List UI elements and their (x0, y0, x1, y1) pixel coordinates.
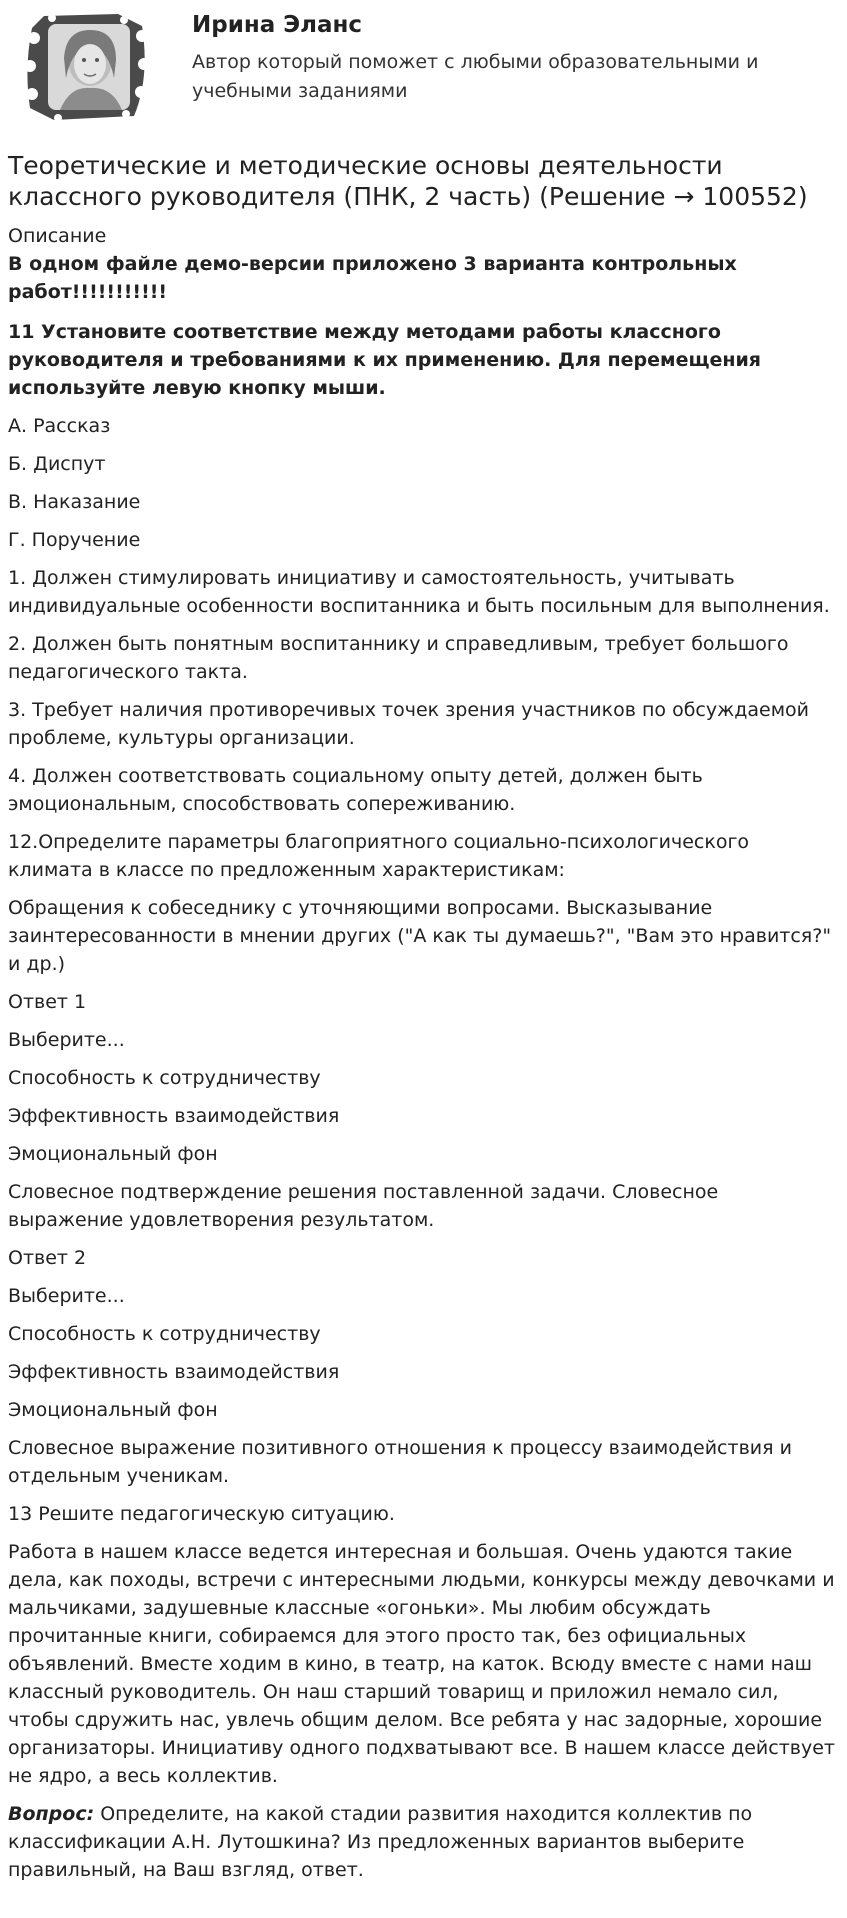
question-label: Вопрос: (8, 1803, 95, 1825)
q12-item-1: Обращения к собеседнику с уточняющими вопросами. Высказывание заинтересованности в мнении других ("А как ты думаешь?", "Вам это нравится?" и др.) (8, 897, 832, 975)
requirement-item: 1. Должен стимулировать инициативу и самостоятельность, учитывать индивидуальные особенности воспитанника и быть посильным для выполнения. (8, 567, 830, 617)
answer-1-option[interactable]: Выберите... (8, 1029, 125, 1051)
page-title: Теоретические и методические основы деятельности классного руководителя (ПНК, 2 часть) (Решение → 100552) (8, 151, 808, 211)
method-option: Б. Диспут (8, 453, 106, 475)
answer-2-label: Ответ 2 (8, 1247, 87, 1269)
description-label: Описание (8, 225, 107, 247)
method-option: В. Наказание (8, 491, 141, 513)
author-avatar[interactable] (14, 8, 160, 126)
answer-1-option[interactable]: Эмоциональный фон (8, 1143, 218, 1165)
situation-text: Работа в нашем классе ведется интересная и большая. Очень удаются такие дела, как походы, встречи с интересными людьми, конкурсы между девочками и мальчиками, задушевные классные «огоньки». Мы любим обсуждать прочитанные книги, собираемся для этого просто так, без официальных объявлений. Вместе ходим в кино, в театр, на каток. Всюду вместе с нами наш классный руководитель. Он наш старший товарищ и приложил немало сил, чтобы сдружить нас, увлечь общим делом. Все ребята у нас задорные, хорошие организаторы. Инициативу одного подхватывают все. В нашем классе действует не ядро, а весь коллектив. (8, 1541, 835, 1787)
method-option: Г. Поручение (8, 529, 141, 551)
method-option: А. Рассказ (8, 415, 111, 437)
answer-1-label: Ответ 1 (8, 991, 87, 1013)
requirement-item: 4. Должен соответствовать социальному опыту детей, должен быть эмоциональным, способствовать сопереживанию. (8, 765, 703, 815)
q12-item-3: Словесное выражение позитивного отношения к процессу взаимодействия и отдельным ученикам. (8, 1437, 792, 1487)
answer-2-option[interactable]: Эффективность взаимодействия (8, 1361, 340, 1383)
author-name[interactable]: Ирина Эланс (192, 12, 363, 38)
question-12: 12.Определите параметры благоприятного социально-психологического климата в классе по предложенным характеристикам: (8, 831, 750, 881)
question-text: Определите, на какой стадии развития находится коллектив по классификации А.Н. Лутошкина? Из предложенных вариантов выберите правильный, на Ваш взгляд, ответ. (8, 1803, 753, 1881)
answer-2-option[interactable]: Способность к сотрудничеству (8, 1323, 321, 1345)
question-11: 11 Установите соответствие между методами работы классного руководителя и требованиями к их применению. Для перемещения используйте левую кнопку мыши. (8, 321, 761, 399)
answer-2-option[interactable]: Выберите... (8, 1285, 125, 1307)
q12-item-2: Словесное подтверждение решения поставленной задачи. Словесное выражение удовлетворения результатом. (8, 1181, 719, 1231)
requirement-item: 3. Требует наличия противоречивых точек зрения участников по обсуждаемой проблеме, культуры организации. (8, 699, 809, 749)
answer-1-option[interactable]: Способность к сотрудничеству (8, 1067, 321, 1089)
demo-note: В одном файле демо-версии приложено 3 варианта контрольных работ!!!!!!!!!!! (8, 253, 737, 303)
answer-2-option[interactable]: Эмоциональный фон (8, 1399, 218, 1421)
question-prompt (8, 1800, 839, 1884)
question-13: 13 Решите педагогическую ситуацию. (8, 1503, 395, 1525)
author-card (8, 0, 839, 136)
author-description: Автор который поможет с любыми образовательными и учебными заданиями (192, 51, 759, 102)
answer-1-option[interactable]: Эффективность взаимодействия (8, 1105, 340, 1127)
requirement-item: 2. Должен быть понятным воспитаннику и справедливым, требует большого педагогического такта. (8, 633, 789, 683)
